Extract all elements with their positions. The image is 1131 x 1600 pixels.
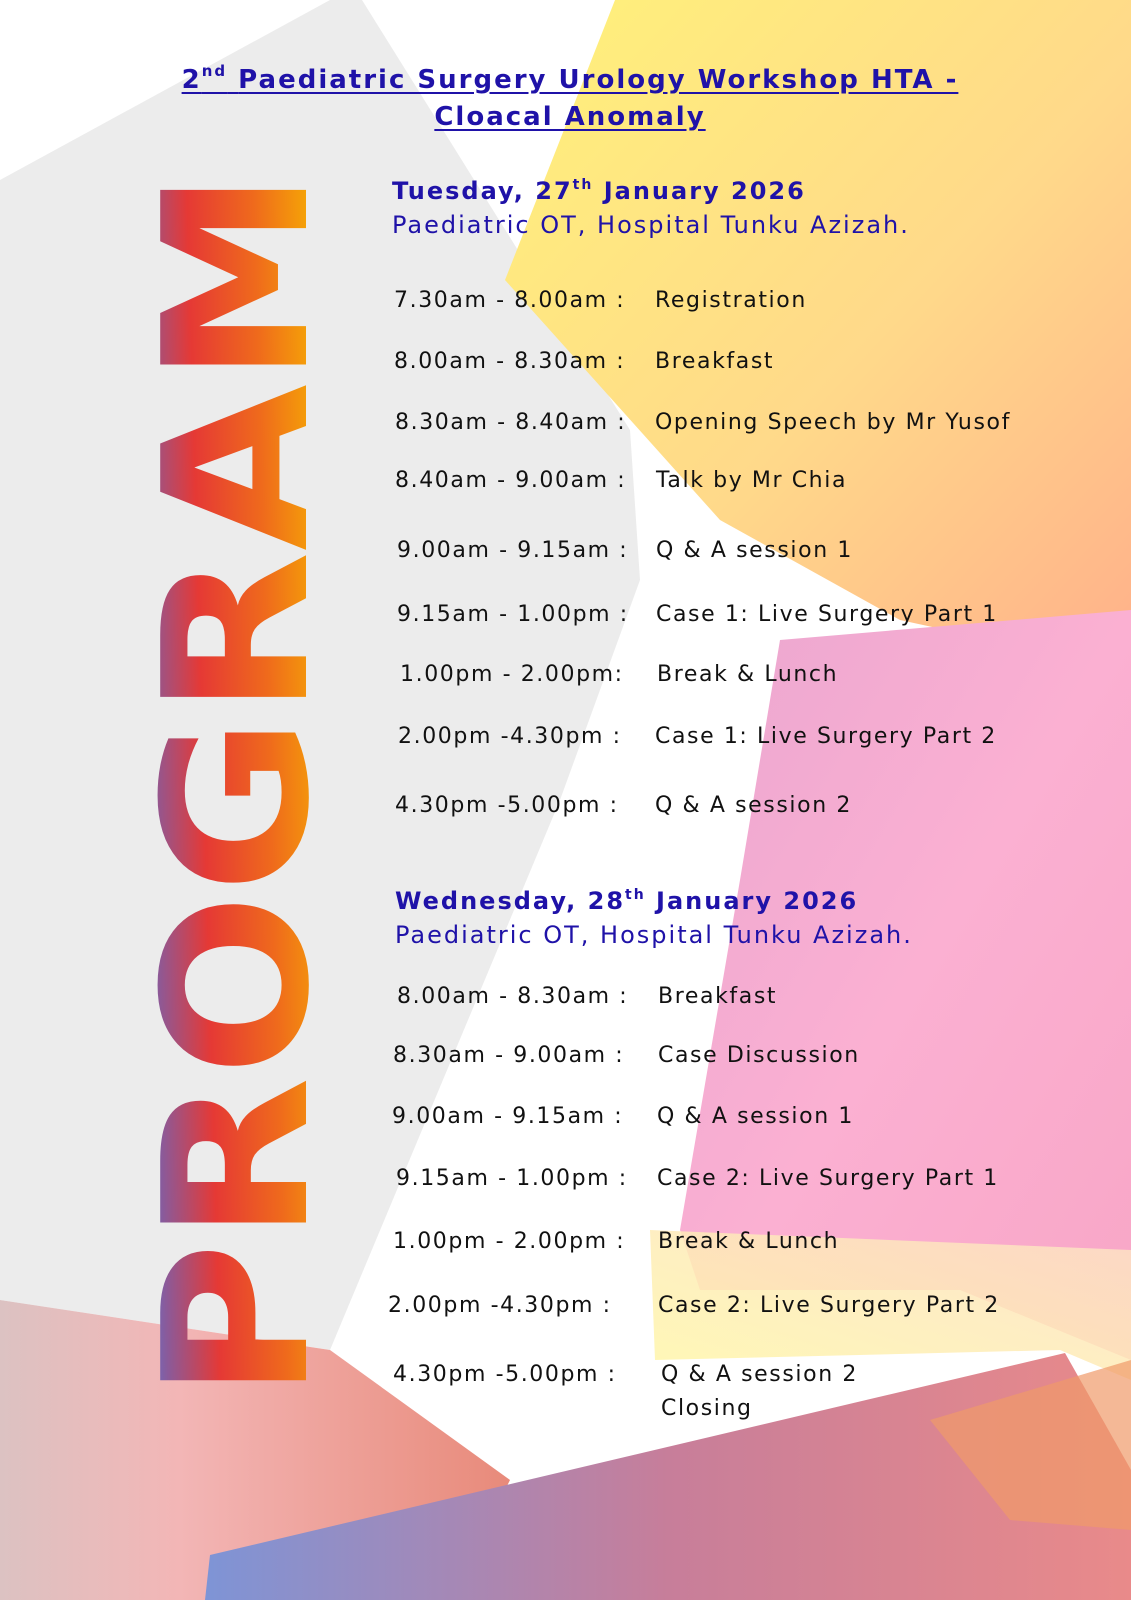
schedule-activity: Breakfast — [655, 349, 775, 374]
schedule-time: 1.00pm - 2.00pm : — [393, 1229, 626, 1254]
day-1-date — [392, 174, 910, 208]
day-2-month-year: January 2026 — [656, 887, 859, 915]
schedule-activity: Break & Lunch — [657, 662, 839, 687]
schedule-activity: Q & A session 1 — [657, 1104, 854, 1129]
schedule-time: 1.00pm - 2.00pm: — [400, 662, 624, 687]
schedule-activity: Breakfast — [658, 984, 778, 1009]
schedule-row — [0, 1102, 1131, 1142]
schedule-activity: Case 2: Live Surgery Part 1 — [657, 1166, 999, 1191]
schedule-time: 2.00pm -4.30pm : — [398, 724, 622, 749]
schedule-time: 8.40am - 9.00am : — [395, 468, 627, 493]
schedule-time: 9.15am - 1.00pm : — [397, 602, 629, 627]
schedule-row — [0, 1291, 1131, 1331]
schedule-time: 2.00pm -4.30pm : — [388, 1293, 612, 1318]
schedule-activity: Break & Lunch — [658, 1229, 840, 1254]
schedule-activity: Case 2: Live Surgery Part 2 — [658, 1293, 1000, 1318]
day-2-date — [395, 884, 913, 918]
schedule-activity: Opening Speech by Mr Yusof — [655, 410, 1011, 435]
title-line-1: Paediatric Surgery Urology Workshop HTA - — [238, 65, 959, 95]
day-2-weekday: Wednesday, 28 — [395, 887, 626, 915]
schedule-row — [0, 600, 1131, 640]
schedule-activity: Q & A session 1 — [656, 538, 853, 563]
schedule-time: 9.00am - 9.15am : — [392, 1104, 624, 1129]
title-line-2: Cloacal Anomaly — [434, 102, 706, 132]
schedule-row — [0, 1164, 1131, 1204]
day-2-venue: Paediatric OT, Hospital Tunku Azizah. — [395, 921, 913, 949]
schedule-time: 8.30am - 8.40am : — [395, 410, 627, 435]
schedule-row — [0, 408, 1131, 448]
day-2-heading — [395, 884, 913, 952]
schedule-activity-closing: Closing — [661, 1396, 753, 1421]
schedule-time: 8.00am - 8.30am : — [394, 349, 626, 374]
schedule-time: 7.30am - 8.00am : — [394, 288, 626, 313]
schedule-row — [0, 286, 1131, 326]
day-2-ordinal: th — [625, 887, 646, 903]
day-1-ordinal: th — [572, 177, 594, 193]
schedule-time: 4.30pm -5.00pm : — [395, 793, 619, 818]
schedule-activity: Talk by Mr Chia — [656, 468, 848, 493]
title-ordinal: nd — [201, 62, 228, 80]
schedule-activity: Case 1: Live Surgery Part 2 — [655, 724, 997, 749]
day-1-month-year: January 2026 — [603, 177, 806, 205]
schedule-time: 4.30pm -5.00pm : — [393, 1362, 617, 1387]
schedule-row — [0, 536, 1131, 576]
schedule-row — [0, 722, 1131, 762]
program-vertical-text: PROGRAM — [121, 257, 354, 1400]
day-1-venue: Paediatric OT, Hospital Tunku Azizah. — [392, 211, 910, 239]
schedule-activity: Case Discussion — [658, 1043, 860, 1068]
schedule-row — [0, 1227, 1131, 1267]
schedule-row — [0, 660, 1131, 700]
schedule-activity: Registration — [655, 288, 807, 313]
title-number: 2 — [181, 65, 202, 95]
schedule-time: 9.00am - 9.15am : — [397, 538, 629, 563]
schedule-activity: Q & A session 2 — [655, 793, 852, 818]
page-title — [130, 62, 1010, 136]
schedule-row — [0, 466, 1131, 506]
schedule-time: 8.00am - 8.30am : — [397, 984, 629, 1009]
schedule-time: 8.30am - 9.00am : — [393, 1043, 625, 1068]
schedule-row — [0, 1041, 1131, 1081]
schedule-row — [0, 1360, 1131, 1440]
schedule-row — [0, 347, 1131, 387]
schedule-time: 9.15am - 1.00pm : — [396, 1166, 628, 1191]
day-1-heading — [392, 174, 910, 242]
schedule-row — [0, 791, 1131, 831]
day-1-weekday: Tuesday, 27 — [392, 177, 573, 205]
schedule-activity: Q & A session 2 — [661, 1362, 858, 1387]
schedule-row — [0, 982, 1131, 1022]
schedule-activity: Case 1: Live Surgery Part 1 — [656, 602, 998, 627]
